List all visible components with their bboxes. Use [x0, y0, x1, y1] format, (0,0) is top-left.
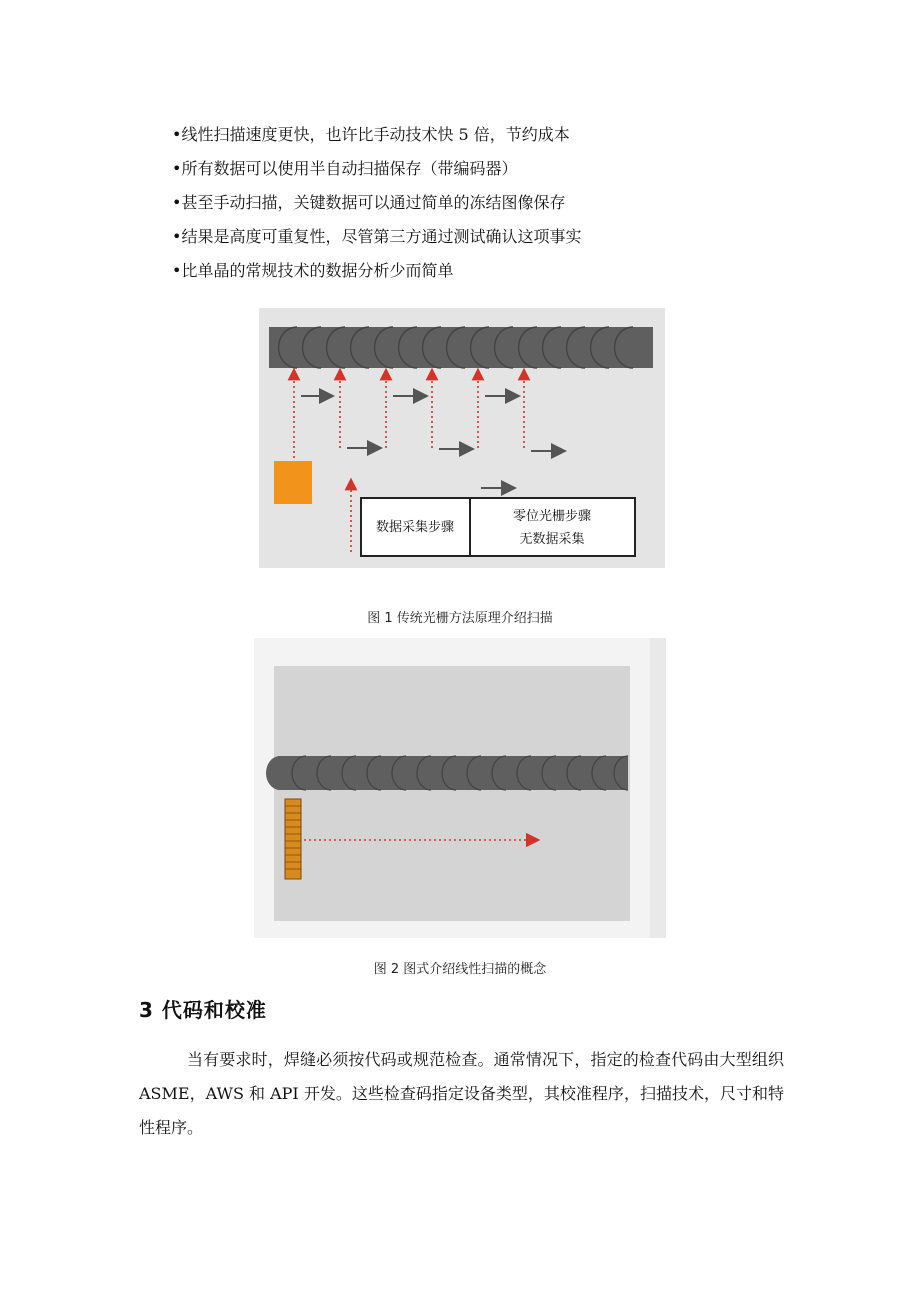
figure-2-linear-scan-diagram	[254, 638, 666, 938]
bullet-item: •结果是高度可重复性，尽管第三方通过测试确认这项事实	[172, 227, 582, 246]
bullet-item: •线性扫描速度更快，也许比手动技术快 5 倍，节约成本	[172, 125, 570, 144]
bullet-item: •比单晶的常规技术的数据分析少而简单	[172, 261, 454, 280]
bullet-item: •甚至手动扫描，关键数据可以通过简单的冻结图像保存	[172, 193, 566, 212]
zero-step-label-line2: 无数据采集	[519, 532, 585, 547]
figure-2-caption: 图 2 图式介绍线性扫描的概念	[373, 962, 547, 977]
probe	[274, 461, 312, 504]
page-edge-shadow	[650, 638, 666, 938]
weld-bead	[269, 327, 653, 368]
data-step-label: 数据采集步骤	[375, 520, 455, 535]
zero-step-label-line1: 零位光栅步骤	[512, 509, 592, 524]
zero-step-box	[470, 498, 635, 556]
figure-2-background	[274, 666, 630, 921]
figure-1-raster-scan-diagram	[259, 308, 665, 568]
figure-1-caption: 图 1 传统光栅方法原理介绍扫描	[367, 611, 553, 626]
section-paragraph: 当有要求时，焊缝必须按代码或规范检查。通常情况下，指定的检查代码由大型组织 ASME，AWS 和 API 开发。这些检查码指定设备类型，其校准程序，扫描技术，尺寸和特性程序。	[139, 1050, 784, 1137]
bullet-list	[172, 118, 581, 288]
linear-probe	[285, 799, 301, 879]
bullet-item: •所有数据可以使用半自动扫描保存（带编码器）	[172, 159, 518, 178]
section-heading: 3 代码和校准	[139, 998, 267, 1022]
weld-bead	[266, 756, 628, 790]
